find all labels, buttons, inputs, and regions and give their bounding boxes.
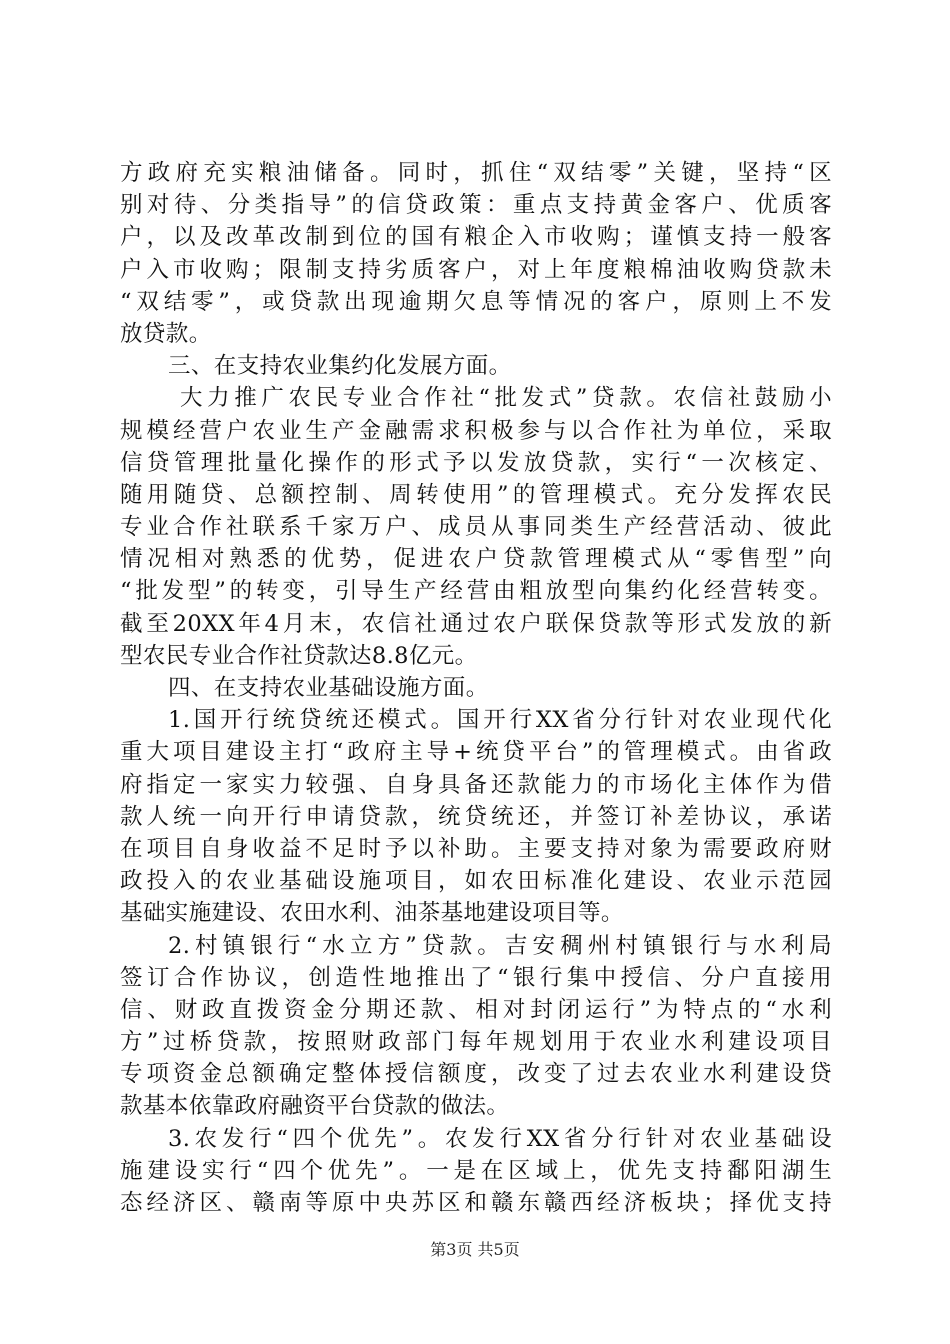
text-line: 规模经营户农业生产金融需求积极参与以合作社为单位，采取: [120, 417, 832, 444]
text-line: 2.村镇银行“水立方”贷款。吉安稠州村镇银行与水利局: [168, 932, 832, 959]
text-line: 专业合作社联系千家万户、成员从事同类生产经营活动、彼此: [120, 514, 832, 541]
document-body: [120, 157, 832, 1219]
text-line: 款基本依靠政府融资平台贷款的做法。: [120, 1093, 510, 1120]
text-line: 府指定一家实力较强、自身具备还款能力的市场化主体作为借: [120, 771, 832, 798]
page-footer: 第3页 共5页: [430, 1240, 520, 1259]
text-line: 随用随贷、总额控制、周转使用”的管理模式。充分发挥农民: [120, 481, 832, 508]
text-line: 别对待、分类指导”的信贷政策：重点支持黄金客户、优质客: [120, 192, 832, 219]
text-line: 方”过桥贷款，按照财政部门每年规划用于农业水利建设项目: [120, 1029, 832, 1056]
text-line: 方政府充实粮油储备。同时，抓住“双结零”关键，坚持“区: [120, 160, 832, 186]
text-line: 1.国开行统贷统还模式。国开行XX省分行针对农业现代化: [168, 707, 832, 734]
text-line: 型农民专业合作社贷款达8.8亿元。: [120, 642, 478, 669]
text-line: 大力推广农民专业合作社“批发式”贷款。农信社鼓励小: [180, 385, 832, 412]
text-line: 信贷管理批量化操作的形式予以发放贷款，实行“一次核定、: [120, 449, 832, 476]
text-line: 政投入的农业基础设施项目，如农田标准化建设、农业示范园: [120, 868, 832, 895]
text-line: 信、财政直拨资金分期还款、相对封闭运行”为特点的“水利: [120, 996, 832, 1023]
text-line: “双结零”，或贷款出现逾期欠息等情况的客户，原则上不发: [120, 288, 832, 315]
text-line: 户，以及改革改制到位的国有粮企入市收购；谨慎支持一般客: [120, 224, 832, 251]
text-line: 3.农发行“四个优先”。农发行XX省分行针对农业基础设: [168, 1125, 832, 1152]
text-line: 户入市收购；限制支持劣质客户，对上年度粮棉油收购贷款未: [120, 256, 832, 283]
text-line: 基础实施建设、农田水利、油茶基地建设项目等。: [120, 900, 624, 927]
text-line: 截至20XX年4月末，农信社通过农户联保贷款等形式发放的新: [120, 610, 832, 637]
text-line: 放贷款。: [120, 320, 212, 347]
text-line: 施建设实行“四个优先”。一是在区域上，优先支持鄱阳湖生: [120, 1157, 832, 1184]
text-line: “批发型”的转变，引导生产经营由粗放型向集约化经营转变。: [120, 578, 832, 605]
text-line: 情况相对熟悉的优势，促进农户贷款管理模式从“零售型”向: [120, 546, 832, 573]
text-line: 态经济区、赣南等原中央苏区和赣东赣西经济板块；择优支持: [120, 1190, 832, 1216]
text-line: 专项资金总额确定整体授信额度，改变了过去农业水利建设贷: [120, 1061, 832, 1088]
text-line: 四、在支持农业基础设施方面。: [168, 675, 489, 701]
text-line: 签订合作协议，创造性地推出了“银行集中授信、分户直接用: [120, 964, 832, 991]
text-line: 款人统一向开行申请贷款，统贷统还，并签订补差协议，承诺: [120, 803, 832, 830]
text-line: 三、在支持农业集约化发展方面。: [168, 353, 512, 380]
text-line: 重大项目建设主打“政府主导+统贷平台”的管理模式。由省政: [120, 739, 832, 766]
text-line: 在项目自身收益不足时予以补助。主要支持对象为需要政府财: [120, 835, 832, 862]
